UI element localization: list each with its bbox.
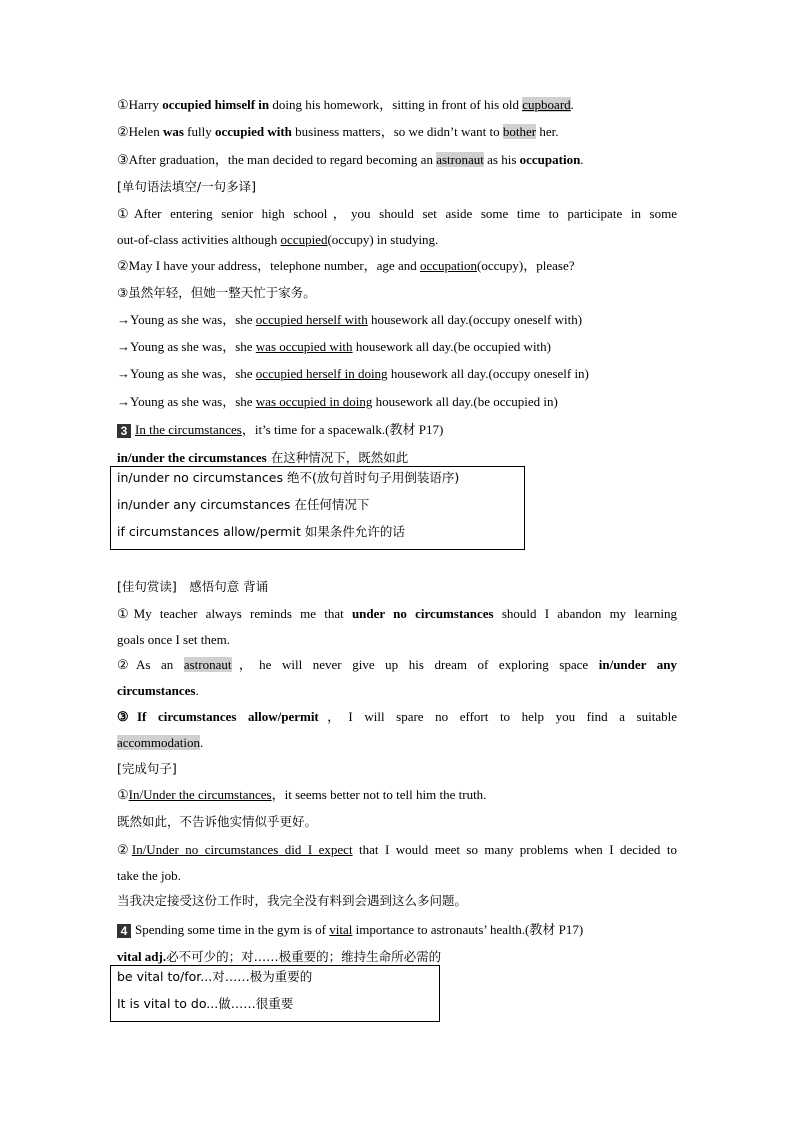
complete-1: ①In/Under the circumstances，it seems better not to tell him the truth. xyxy=(117,787,487,802)
appreciation-1-line-1: ①My teacher always reminds me that under no circumstances should I abandon my learning xyxy=(117,606,677,621)
example-sentence-1: ①Harry occupied himself in doing his homework，sitting in front of his old cupboard. xyxy=(117,97,574,112)
translation-3: →Young as she was，she occupied herself in doing housework all day.(occupy oneself in) xyxy=(117,366,589,381)
exercise-1-line-2: out-of-class activities although occupied(occupy) in studying. xyxy=(117,232,439,247)
section-heading-complete: [完成句子] xyxy=(117,761,177,776)
complete-1-chinese: 既然如此，不告诉他实情似乎更好。 xyxy=(117,814,318,829)
exercise-2: ②May I have your address，telephone number，age and occupation(occupy)，please? xyxy=(117,258,575,273)
exercise-1-line-1: ①After entering senior high school，you should set aside some time to participate in some xyxy=(117,206,677,221)
appreciation-3-line-1: ③If circumstances allow/permit，I will spare no effort to help you find a suitable xyxy=(117,709,677,724)
example-sentence-2: ②Helen was fully occupied with business matters，so we didn’t want to bother her. xyxy=(117,124,559,139)
complete-2-line-1: ②In/Under no circumstances did I expect that I would meet so many problems when I decided to xyxy=(117,842,677,857)
section-number-badge: 3 xyxy=(117,424,131,438)
vital-headword: vital adj.必不可少的；对……极重要的；维持生命所必需的 xyxy=(117,949,442,964)
example-sentence-3: ③After graduation，the man decided to regard becoming an astronaut as his occupation. xyxy=(117,152,584,167)
appreciation-2-line-2: circumstances. xyxy=(117,683,199,698)
phrase-box-vital xyxy=(110,965,440,1022)
section-3-sentence: 3 In the circumstances，it’s time for a spacewalk.(教材 P17) xyxy=(117,421,443,439)
translation-4: →Young as she was，she was occupied in doing housework all day.(be occupied in) xyxy=(117,394,558,409)
complete-2-chinese: 当我决定接受这份工作时，我完全没有料到会遇到这么多问题。 xyxy=(117,893,468,908)
translation-1: →Young as she was，she occupied herself with housework all day.(occupy oneself with) xyxy=(117,312,583,327)
translation-2: →Young as she was，she was occupied with housework all day.(be occupied with) xyxy=(117,339,551,354)
section-heading-appreciation: [佳句赏读] 感悟句意 背诵 xyxy=(117,579,269,594)
appreciation-1-line-2: goals once I set them. xyxy=(117,632,230,647)
phrase-item: be vital to/for...对……极为重要的 xyxy=(117,969,313,984)
phrase-item: in/under any circumstances 在任何情况下 xyxy=(117,497,370,512)
appreciation-2-line-1: ②As an astronaut，he will never give up his dream of exploring space in/under any xyxy=(117,657,677,672)
exercise-3-chinese: ③虽然年轻，但她一整天忙于家务。 xyxy=(117,285,316,300)
section-heading-grammar: [单句语法填空/一句多译] xyxy=(117,179,256,194)
phrase-item: if circumstances allow/permit 如果条件允许的话 xyxy=(117,524,405,539)
section-4-sentence: 4 Spending some time in the gym is of vital importance to astronauts’ health.(教材 P17) xyxy=(117,921,583,939)
section-number-badge: 4 xyxy=(117,924,131,938)
circumstances-headword: in/under the circumstances 在这种情况下，既然如此 xyxy=(117,450,409,465)
phrase-box-circumstances xyxy=(110,466,525,550)
phrase-item: It is vital to do...做……很重要 xyxy=(117,996,294,1011)
appreciation-3-line-2: accommodation. xyxy=(117,735,204,750)
complete-2-line-2: take the job. xyxy=(117,868,181,883)
phrase-item: in/under no circumstances 绝不(放句首时句子用倒装语序) xyxy=(117,470,460,485)
